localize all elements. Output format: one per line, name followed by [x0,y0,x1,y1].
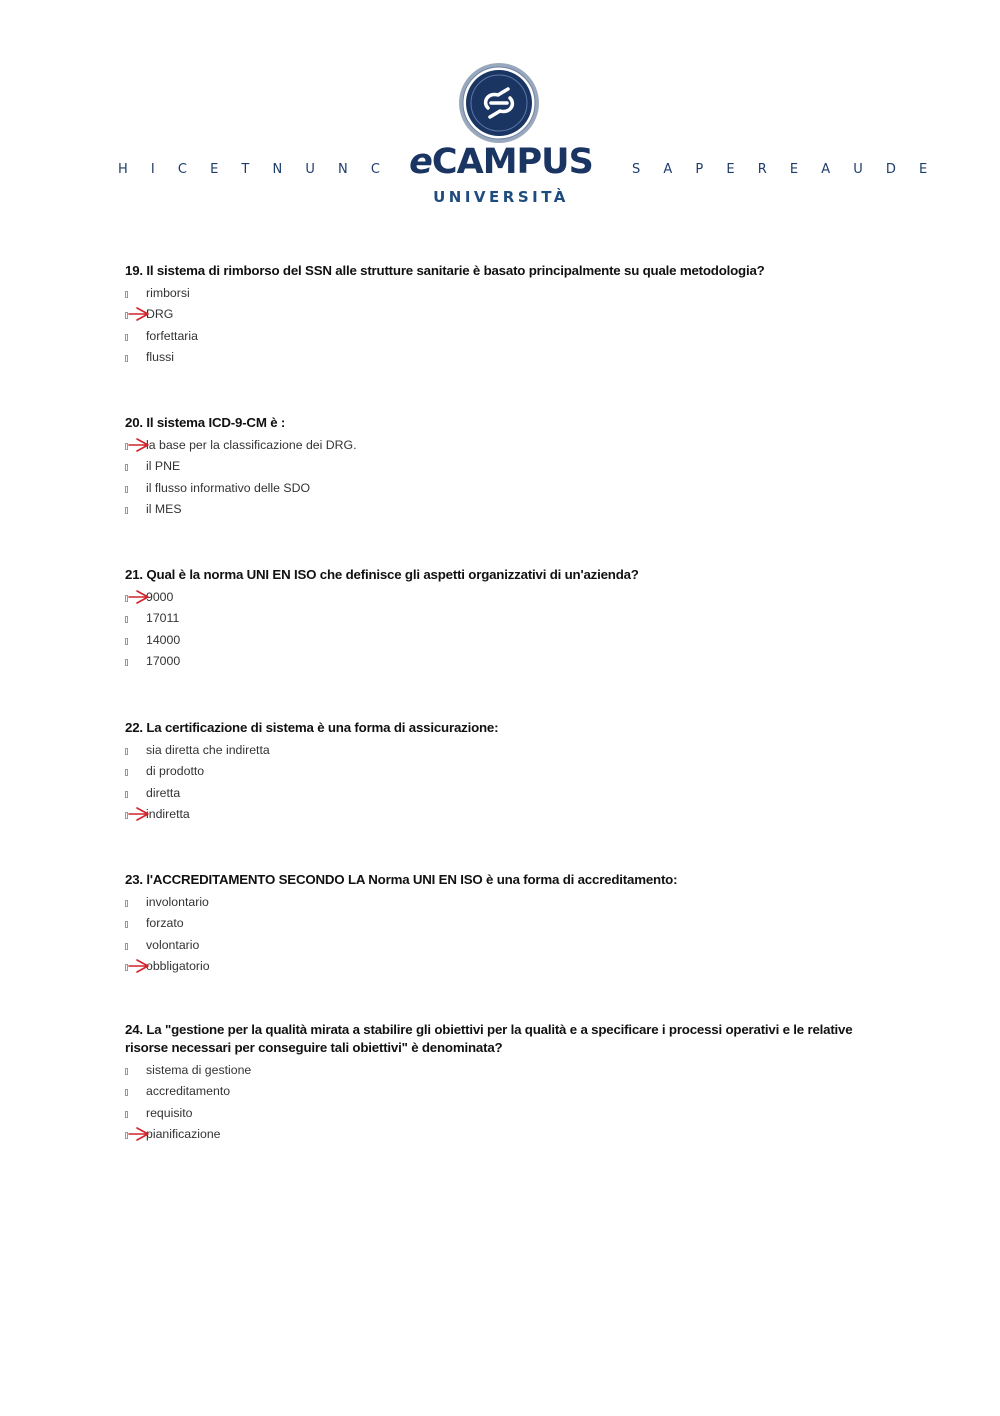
red-arrow-mark-icon [128,589,150,605]
answer-option[interactable] [125,326,865,347]
checkbox-icon[interactable] [125,900,128,907]
checkbox-icon[interactable] [125,334,128,341]
answer-option-label: diretta [146,785,181,800]
brand-wordmark: CAMPUS [431,142,593,182]
answer-option-label: indiretta [146,806,190,821]
question-title: 23. l'ACCREDITAMENTO SECONDO LA Norma UNI EN ISO è una forma di accreditamento: [125,872,678,887]
answer-option[interactable] [125,740,865,761]
question-title: 24. La "gestione per la qualità mirata a stabilire gli obiettivi per la qualità e a specificare i processi operativi e le relative risorse necessari per conseguire tali obiettivi" è denominata? [125,1022,853,1055]
answer-option[interactable] [125,456,865,477]
question-title: 22. La certificazione di sistema è una forma di assicurazione: [125,720,499,735]
question-title: 21. Qual è la norma UNI EN ISO che definisce gli aspetti organizzativi di un'azienda? [125,567,639,582]
checkbox-icon[interactable] [125,355,128,362]
answer-option[interactable] [125,304,865,325]
answer-option-label: sistema di gestione [146,1063,252,1077]
answer-option[interactable] [125,347,865,368]
answer-option-label: sia diretta che indiretta [146,743,270,757]
brand-logo [404,140,598,184]
question-title: 19. Il sistema di rimborso del SSN alle strutture sanitarie è basato principalmente su quale metodologia? [125,263,765,278]
answer-option[interactable] [125,499,865,520]
answer-option-label: di prodotto [146,764,205,779]
checkbox-icon[interactable] [125,291,128,298]
question-block [125,871,865,977]
brand-e: e [409,142,432,182]
answer-option[interactable] [125,783,865,804]
question-block [125,262,865,368]
checkbox-icon[interactable] [125,748,128,755]
answer-option[interactable] [125,435,865,456]
question-block [125,414,865,520]
answer-option-label: il flusso informativo delle SDO [146,480,311,495]
red-arrow-mark-icon [128,437,150,453]
checkbox-icon[interactable] [125,769,128,776]
red-arrow-mark-icon [128,958,150,974]
answer-option[interactable] [125,804,865,825]
checkbox-icon[interactable] [125,791,128,798]
answer-option[interactable] [125,761,865,782]
answer-option-label: il MES [146,501,182,516]
answer-option[interactable] [125,283,865,304]
answer-option-label: il PNE [146,459,181,474]
answer-option-label: flussi [146,349,175,364]
checkbox-icon[interactable] [125,486,128,493]
red-arrow-mark-icon [128,1126,150,1142]
answer-option-label: DRG [146,307,174,322]
answer-option[interactable] [125,608,865,629]
answer-option-label: rimborsi [146,286,190,300]
answer-option-label: forfettaria [146,328,198,343]
answer-option[interactable] [125,892,865,913]
answer-option[interactable] [125,1060,865,1081]
answer-option[interactable] [125,1124,865,1145]
page-header [0,0,1000,230]
red-arrow-mark-icon [128,806,150,822]
checkbox-icon[interactable] [125,1068,128,1075]
motto-right: S A P E R E A U D E [632,162,937,177]
answer-option-label: obbligatorio [146,958,210,973]
question-block [125,719,865,825]
brand-subtitle: UNIVERSITÀ [433,188,569,206]
answer-option-label: requisito [146,1105,193,1120]
answer-option-label: 17011 [146,611,180,626]
answer-option-label: involontario [146,895,209,909]
checkbox-icon[interactable] [125,616,128,623]
answer-option-label: la base per la classificazione dei DRG. [146,438,357,452]
ecampus-seal-icon [458,62,540,144]
answer-option-label: 9000 [146,590,174,604]
checkbox-icon[interactable] [125,464,128,471]
answer-option-label: forzato [146,916,184,931]
answer-option-label: pianificazione [146,1126,221,1141]
checkbox-icon[interactable] [125,1111,128,1118]
answer-option[interactable] [125,956,865,977]
checkbox-icon[interactable] [125,1089,128,1096]
answer-option[interactable] [125,913,865,934]
answer-option[interactable] [125,630,865,651]
red-arrow-mark-icon [128,306,150,322]
question-block [125,1021,865,1145]
answer-option[interactable] [125,478,865,499]
answer-option[interactable] [125,1081,865,1102]
question-block [125,566,865,672]
checkbox-icon[interactable] [125,638,128,645]
answer-option-label: 17000 [146,653,181,668]
checkbox-icon[interactable] [125,659,128,666]
answer-option[interactable] [125,935,865,956]
question-title: 20. Il sistema ICD-9-CM è : [125,415,286,430]
answer-option[interactable] [125,587,865,608]
answer-option-label: volontario [146,937,200,952]
motto-left: H I C E T N U N C [118,162,390,177]
checkbox-icon[interactable] [125,921,128,928]
answer-option-label: accreditamento [146,1084,231,1099]
answer-option[interactable] [125,1103,865,1124]
checkbox-icon[interactable] [125,507,128,514]
answer-option-label: 14000 [146,632,181,647]
answer-option[interactable] [125,651,865,672]
checkbox-icon[interactable] [125,943,128,950]
